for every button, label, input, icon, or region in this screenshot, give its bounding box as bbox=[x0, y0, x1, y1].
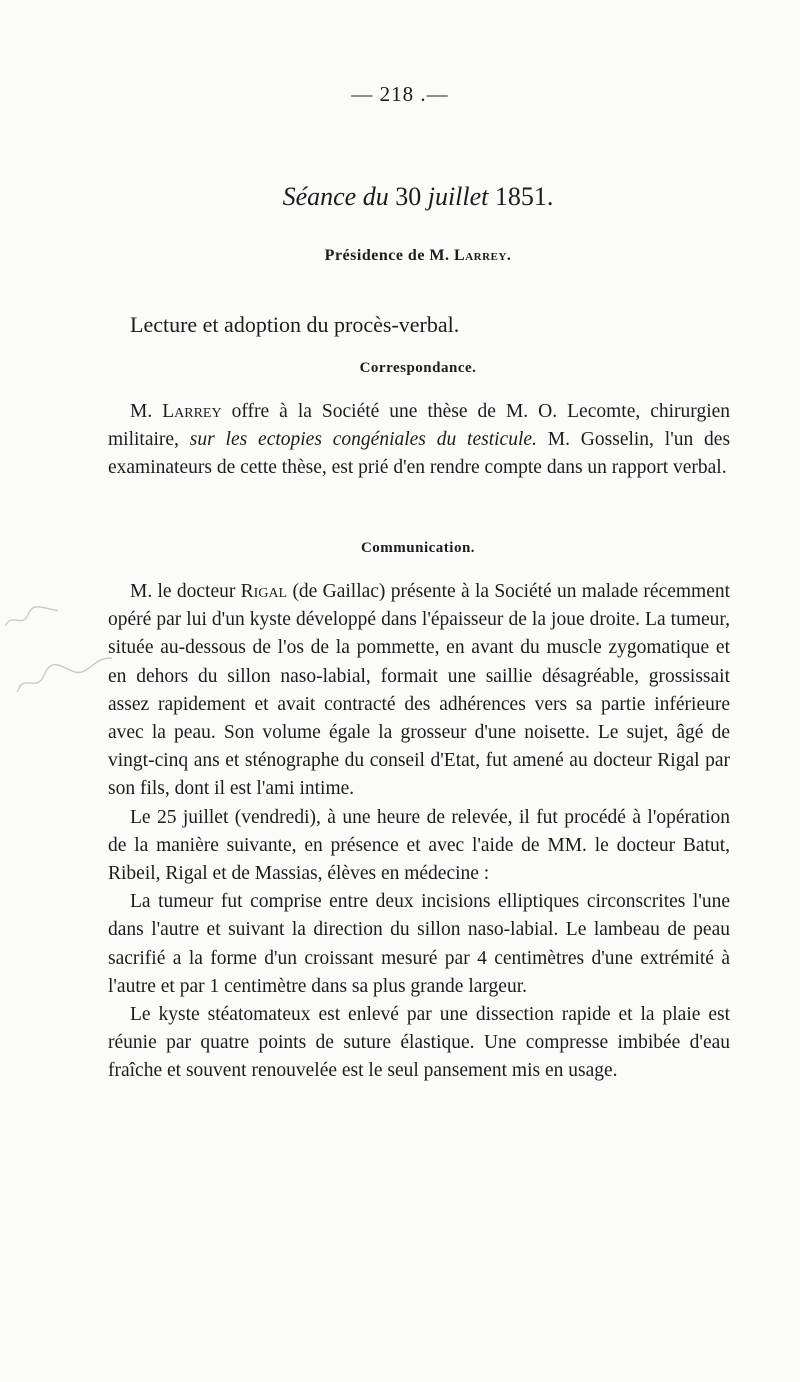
communication-section bbox=[108, 578, 730, 1086]
presidency-name: Larrey. bbox=[454, 247, 512, 264]
communication-paragraph-4: Le kyste stéatomateux est enlevé par une dissection rapide et la plaie est réunie par quatre points de suture élastique. Une compresse imbibée d'eau fraîche et souvent renouvelée est le seul pansement mis en usage. bbox=[108, 1004, 730, 1082]
session-year: 1851. bbox=[494, 182, 554, 211]
correspondence-heading: Correspondance. bbox=[359, 360, 477, 376]
corr-text-a: M. bbox=[130, 401, 153, 422]
comm-author-name: Rigal bbox=[240, 581, 288, 602]
session-month: juillet bbox=[427, 182, 489, 211]
session-prefix: Séance du bbox=[282, 182, 389, 211]
session-title bbox=[0, 182, 800, 212]
margin-scribble-1 bbox=[0, 594, 64, 636]
corr-text-c: M. Gosselin, l'un des examinateurs de cette thèse, est prié d'en rendre compte dans un rapport verbal. bbox=[108, 429, 731, 479]
presidency-line bbox=[0, 247, 800, 265]
corr-text-b: offre à la Société une thèse de M. O. Lecomte, chirurgien militaire, bbox=[108, 401, 731, 451]
communication-paragraph-3: La tumeur fut comprise entre deux incisions elliptiques circonscrites l'une dans l'autre et suivant la direction du sillon naso-labial. Le lambeau de peau sacrifié a la forme d'un croissant mesuré par 4 centimètres d'une extrémité à l'autre et par 1 centimètre dans sa plus grande largeur. bbox=[108, 891, 730, 997]
session-day: 30 bbox=[395, 182, 422, 211]
margin-scribble-2 bbox=[7, 639, 123, 704]
communication-heading: Communication. bbox=[360, 540, 476, 556]
corr-author-name: Larrey bbox=[162, 401, 222, 422]
minutes-reading: Lecture et adoption du procès-verbal. bbox=[130, 312, 460, 337]
page-number: — 218 .— bbox=[351, 82, 449, 106]
comm-text-b: (de Gaillac) présente à la Société un malade récemment opéré par lui d'un kyste développé dans l'épaisseur de la joue droite. La tumeur, située au-dessous de l'os de la pommette, en avant du muscle zygomatique et en dehors du sillon naso-labial, formait une saillie désagréable, grossissait assez rapidement et avait contracté des adhérences vers sa partie inférieure avec la peau. Son volume égale la grosseur d'une noisette. Le sujet, âgé de vingt-cinq ans et sténographe du conseil d'Etat, fut amené au docteur Rigal par son fils, dont il est l'ami intime. bbox=[108, 581, 731, 800]
comm-text-a: M. le docteur bbox=[130, 581, 236, 602]
communication-paragraph-1 bbox=[108, 578, 730, 804]
correspondence-section bbox=[108, 398, 730, 483]
presidency-prefix: Présidence de M. bbox=[324, 247, 450, 264]
thesis-title: sur les ectopies congéniales du testicule. bbox=[189, 429, 537, 451]
correspondence-paragraph bbox=[108, 398, 730, 483]
communication-paragraph-2: Le 25 juillet (vendredi), à une heure de relevée, il fut procédé à l'opération de la manière suivante, en présence et avec l'aide de MM. le docteur Batut, Ribeil, Rigal et de Massias, élèves en médecine : bbox=[108, 806, 730, 885]
